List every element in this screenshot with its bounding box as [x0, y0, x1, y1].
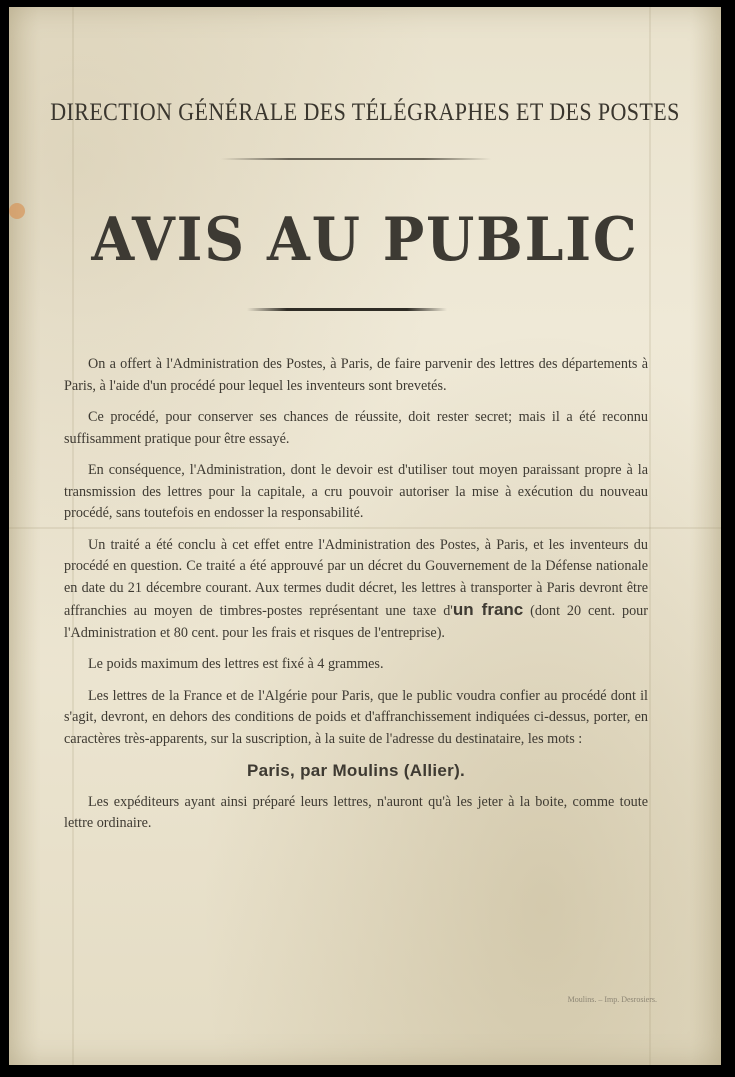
- title-divider: [247, 308, 447, 311]
- address-line: Paris, par Moulins (Allier).: [246, 761, 466, 780]
- fold-crease: [649, 7, 651, 1065]
- paragraph-1: On a offert à l'Administration des Postes, à Paris, de faire parvenir des lettres des départements à Paris, à l'aide d'un procédé pour lequel les inventeurs sont brevetés.: [64, 356, 648, 394]
- poster-title: AVIS AU PUBLIC: [91, 205, 639, 275]
- paragraph-4-text: Un traité a été conclu à cet effet entre l'Administration des Postes, à Paris, et les inventeurs du procédé en question. Ce traité a été approuvé par un décret du Gouvernement de la Défense nationale en date du 21 décembre courant. Aux termes dudit décret, les lettres à transporter à Paris devront être affranchies au moyen de timbres-postes représentant une taxe d': [64, 536, 648, 619]
- paragraph-5: Le poids maximum des lettres est fixé à 4 grammes.: [88, 656, 384, 672]
- paragraph-2: Ce procédé, pour conserver ses chances de réussite, doit rester secret; mais il a été reconnu suffisamment pratique pour être essayé.: [64, 409, 648, 447]
- notice-body: [64, 354, 648, 845]
- poster-header: DIRECTION GÉNÉRALE DES TÉLÉGRAPHES ET DES POSTES: [50, 97, 680, 126]
- paragraph-4-tail: (dont 20 cent. pour l'Administration et 80 cent. pour les frais et risques de l'entreprise).: [64, 603, 648, 641]
- tax-amount: un franc: [452, 600, 524, 619]
- paragraph-7: Les expéditeurs ayant ainsi préparé leurs lettres, n'auront qu'à les jeter à la boite, comme toute lettre ordinaire.: [64, 793, 648, 831]
- paper-stain: [9, 203, 25, 219]
- paragraph-3: En conséquence, l'Administration, dont le devoir est d'utiliser tout moyen paraissant propre à la transmission des lettres pour la capitale, a cru pouvoir autoriser la mise à exécution du nouveau procédé, sans toutefois en endosser la responsabilité.: [64, 462, 648, 521]
- paragraph-4: [64, 535, 648, 645]
- poster-sheet: [9, 7, 721, 1065]
- header-divider: [221, 158, 491, 160]
- printer-imprint: Moulins. – Imp. Desrosiers.: [567, 995, 657, 1004]
- paragraph-6: Les lettres de la France et de l'Algérie pour Paris, que le public voudra confier au procédé dont il s'agit, devront, en dehors des conditions de poids et d'affranchissement indiquées ci-dessus, porter, en caractères très-apparents, sur la suscription, à la suite de l'adresse du destinataire, les mots :: [64, 687, 648, 747]
